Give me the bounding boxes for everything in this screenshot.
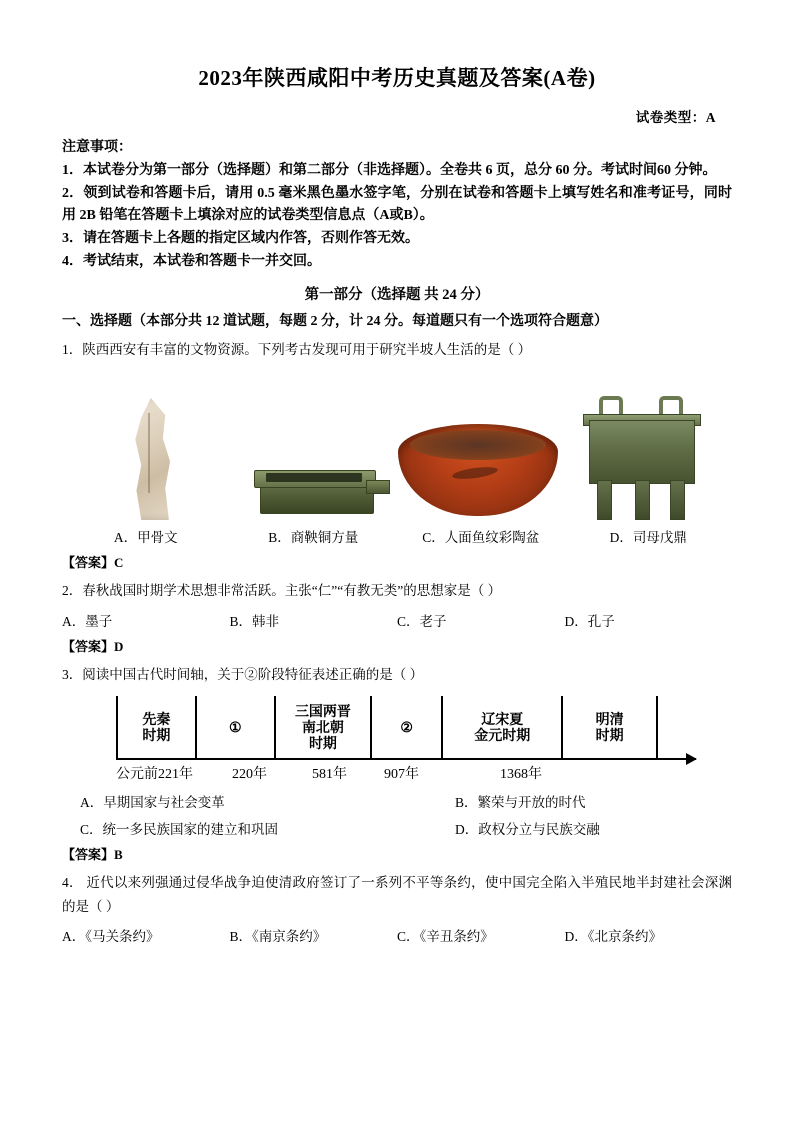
option-4-d: D．《北京条约》 [564, 929, 662, 945]
caption-d: D．司母戊鼎 [609, 529, 687, 545]
timeline-label-5: 1368年 [500, 767, 542, 783]
option-3-d: D．政权分立与民族交融 [455, 822, 600, 838]
bronze-ding-icon [577, 394, 705, 520]
notice-heading: 注意事项： [62, 140, 132, 155]
timeline-label-3: 581年 [312, 767, 347, 783]
question-3-stem: 3．阅读中国古代时间轴，关于②阶段特征表述正确的是（ ） [62, 666, 424, 682]
question-3-answer [62, 844, 732, 863]
option-4-c: C．《辛丑条约》 [397, 929, 494, 945]
question-1-captions [62, 526, 732, 546]
question-1-stem: 1．陕西西安有丰富的文物资源。下列考古发现可用于研究半坡人生活的是（ ） [62, 342, 532, 358]
timeline-label-1: 公元前221年 [116, 767, 193, 783]
option-3-b: B．繁荣与开放的时代 [455, 795, 586, 811]
caption-a: A．甲骨文 [113, 529, 178, 545]
question-3-options-row-2 [62, 818, 732, 838]
answer-label-3: 【答案】 [62, 847, 115, 863]
timeline-cell-4: ② [372, 696, 443, 758]
painted-pottery-basin-icon [398, 424, 558, 520]
timeline-cell-1: 先秦 时期 [118, 696, 197, 758]
caption-b: B．商鞅铜方量 [268, 529, 359, 545]
oracle-bone-icon [123, 398, 183, 520]
timeline-cell-6: 明清 时期 [563, 696, 658, 758]
answer-value-3: B [114, 847, 123, 863]
chinese-history-timeline [62, 696, 732, 784]
timeline-cell-3: 三国两晋 南北朝 时期 [276, 696, 373, 758]
question-2-answer [62, 636, 732, 655]
option-3-a: A．早期国家与社会变革 [80, 795, 225, 811]
question-1-answer [62, 552, 732, 571]
notice-line-3: 3．请在答题卡上各题的指定区域内作答，否则作答无效。 [62, 231, 419, 247]
option-3-c: C．统一多民族国家的建立和巩固 [80, 822, 279, 838]
figure-bronze-measure [235, 372, 398, 520]
question-4-options [62, 925, 732, 945]
figure-simuwu-ding [560, 372, 723, 520]
figure-painted-basin [397, 372, 560, 520]
answer-label-2: 【答案】 [62, 638, 115, 654]
notice-line-1: 1．本试卷分为第一部分（选择题）和第二部分（非选择题）。全卷共 6 页，总分 60 分。考试时间60 分钟。 [62, 163, 717, 178]
timeline-label-2: 220年 [232, 767, 267, 783]
question-4-stem: 4． 近代以来列强通过侵华战争迫使清政府签订了一系列不平等条约，使中国完全陷入半殖民地半封建社会深渊的是（ ） [62, 875, 732, 914]
notice-line-4: 4．考试结束，本试卷和答题卡一并交回。 [62, 253, 321, 269]
notice-line-2: 2．领到试卷和答题卡后，请用 0.5 毫米黑色墨水签字笔，分别在试卷和答题卡上填写姓名和准考证号，同时用 2B 铅笔在答题卡上填涂对应的试卷类型信息点（A或B）。 [62, 185, 732, 224]
part-heading: 一、选择题（本部分共 12 道试题，每题 2 分，计 24 分。每道题只有一个选项符合题意） [62, 314, 608, 330]
paper-type-label: 试卷类型：A [635, 110, 716, 125]
question-1-figures [62, 372, 732, 520]
question-2-options [62, 610, 732, 630]
section-heading: 第一部分（选择题 共 24 分） [304, 287, 490, 304]
timeline-periods [116, 696, 658, 758]
figure-oracle-bone [72, 372, 235, 520]
option-2-d: D．孔子 [564, 613, 615, 629]
caption-c: C．人面鱼纹彩陶盆 [422, 529, 540, 545]
answer-value-2: D [114, 638, 124, 654]
timeline-label-4: 907年 [384, 767, 419, 783]
answer-label-1: 【答案】 [62, 554, 115, 570]
timeline-cell-2: ① [197, 696, 276, 758]
answer-value-1: C [114, 554, 124, 570]
option-2-b: B．韩非 [229, 613, 280, 629]
option-2-c: C．老子 [397, 613, 447, 629]
option-4-a: A．《马关条约》 [62, 929, 160, 945]
question-3-options-row-1 [62, 791, 732, 811]
option-2-a: A．墨子 [62, 613, 113, 629]
page-title: 2023年陕西咸阳中考历史真题及答案(A卷) [198, 66, 596, 90]
bronze-measure-icon [250, 464, 382, 520]
timeline-cell-5: 辽宋夏 金元时期 [443, 696, 563, 758]
timeline-axis-labels [116, 760, 696, 784]
option-4-b: B．《南京条约》 [229, 929, 327, 945]
question-2-stem: 2．春秋战国时期学术思想非常活跃。主张“仁”“有教无类”的思想家是（ ） [62, 582, 502, 598]
